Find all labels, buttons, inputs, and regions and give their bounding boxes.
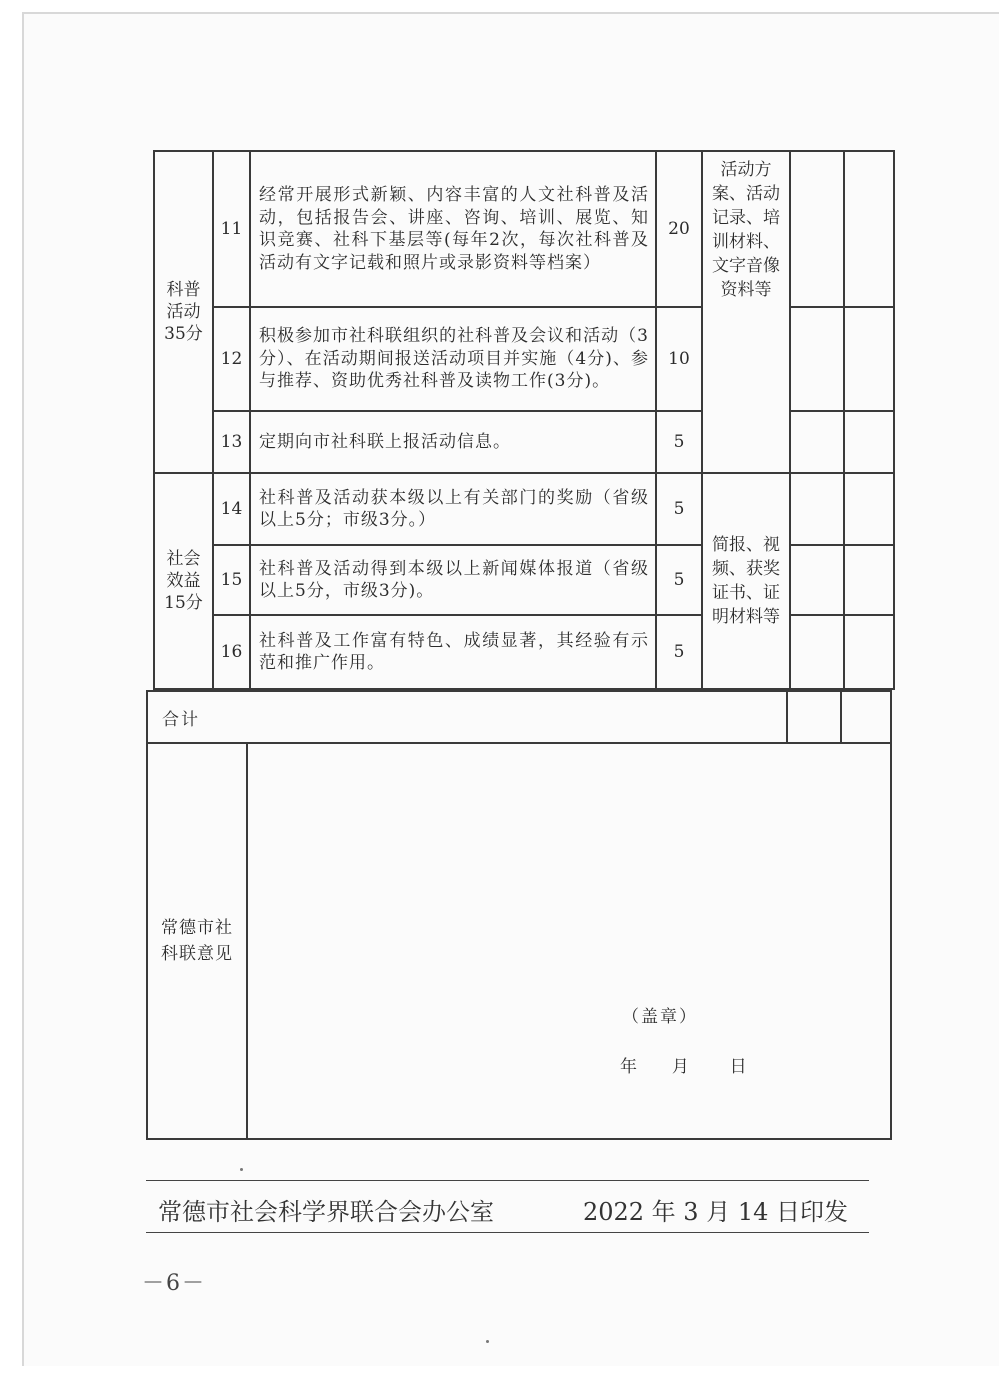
item-description: 社科普及活动获本级以上有关部门的奖励（省级以上5分；市级3分。） bbox=[250, 473, 656, 545]
self-score-cell[interactable] bbox=[790, 411, 844, 473]
self-score-cell[interactable] bbox=[790, 151, 844, 307]
date-line bbox=[620, 1052, 747, 1077]
review-score-cell[interactable] bbox=[844, 307, 894, 411]
opinion-label: 常德市社 科联意见 bbox=[147, 743, 247, 1139]
total-review-score-cell[interactable] bbox=[841, 691, 891, 743]
item-description: 积极参加市社科联组织的社科普及会议和活动（3分）、在活动期间报送活动项目并实施（4分)、参与推荐、资助优秀社科普及读物工作(3分)。 bbox=[250, 307, 656, 411]
total-self-score-cell[interactable] bbox=[787, 691, 841, 743]
table-row bbox=[154, 151, 894, 307]
scan-speck bbox=[486, 1340, 489, 1343]
item-number: 13 bbox=[213, 411, 250, 473]
item-score: 5 bbox=[656, 545, 702, 615]
self-score-cell[interactable] bbox=[790, 307, 844, 411]
footer-top-rule bbox=[146, 1180, 869, 1181]
scan-speck bbox=[240, 1168, 243, 1171]
evaluation-table bbox=[153, 150, 895, 690]
total-label: 合计 bbox=[147, 691, 787, 743]
date-year: 年 bbox=[620, 1057, 637, 1077]
date-month: 月 bbox=[671, 1057, 689, 1077]
item-score: 20 bbox=[656, 151, 702, 307]
issuing-footer bbox=[158, 1192, 848, 1227]
item-number: 14 bbox=[213, 473, 250, 545]
item-number: 15 bbox=[213, 545, 250, 615]
review-score-cell[interactable] bbox=[844, 151, 894, 307]
item-score: 5 bbox=[656, 411, 702, 473]
review-score-cell[interactable] bbox=[844, 473, 894, 545]
date-day: 日 bbox=[729, 1057, 747, 1077]
item-description: 定期向市社科联上报活动信息。 bbox=[250, 411, 656, 473]
issuer-name: 常德市社会科学界联合会办公室 bbox=[158, 1198, 494, 1226]
self-score-cell[interactable] bbox=[790, 473, 844, 545]
self-score-cell[interactable] bbox=[790, 615, 844, 689]
review-score-cell[interactable] bbox=[844, 545, 894, 615]
issue-date: 2022 年 3 月 14 日印发 bbox=[582, 1198, 848, 1226]
footer-bottom-rule bbox=[146, 1232, 869, 1233]
opinion-box[interactable] bbox=[247, 743, 891, 1139]
opinion-row bbox=[147, 743, 891, 1139]
item-description: 社科普及工作富有特色、成绩显著，其经验有示范和推广作用。 bbox=[250, 615, 656, 689]
item-description: 经常开展形式新颖、内容丰富的人文社科普及活动，包括报告会、讲座、咨询、培训、展览、知识竞赛、社科下基层等(每年2次，每次社科普及活动有文字记载和照片或录影资料等档案） bbox=[250, 151, 656, 307]
category-social-benefit: 社会 效益 15分 bbox=[154, 473, 213, 689]
category-popularization: 科普 活动 35分 bbox=[154, 151, 213, 473]
item-number: 16 bbox=[213, 615, 250, 689]
review-score-cell[interactable] bbox=[844, 615, 894, 689]
evidence-materials: 活动方 案、活动 记录、培 训材料、 文字音像 资料等 bbox=[702, 151, 790, 473]
item-score: 5 bbox=[656, 615, 702, 689]
self-score-cell[interactable] bbox=[790, 545, 844, 615]
seal-label: （盖章） bbox=[622, 1007, 698, 1027]
item-score: 10 bbox=[656, 307, 702, 411]
item-number: 12 bbox=[213, 307, 250, 411]
page-number: －6－ bbox=[142, 1271, 206, 1296]
table-row bbox=[154, 473, 894, 545]
summary-table bbox=[146, 690, 892, 1140]
evidence-materials: 简报、视 频、获奖 证书、证 明材料等 bbox=[702, 473, 790, 689]
item-score: 5 bbox=[656, 473, 702, 545]
total-row bbox=[147, 691, 891, 743]
item-number: 11 bbox=[213, 151, 250, 307]
review-score-cell[interactable] bbox=[844, 411, 894, 473]
item-description: 社科普及活动得到本级以上新闻媒体报道（省级以上5分，市级3分)。 bbox=[250, 545, 656, 615]
